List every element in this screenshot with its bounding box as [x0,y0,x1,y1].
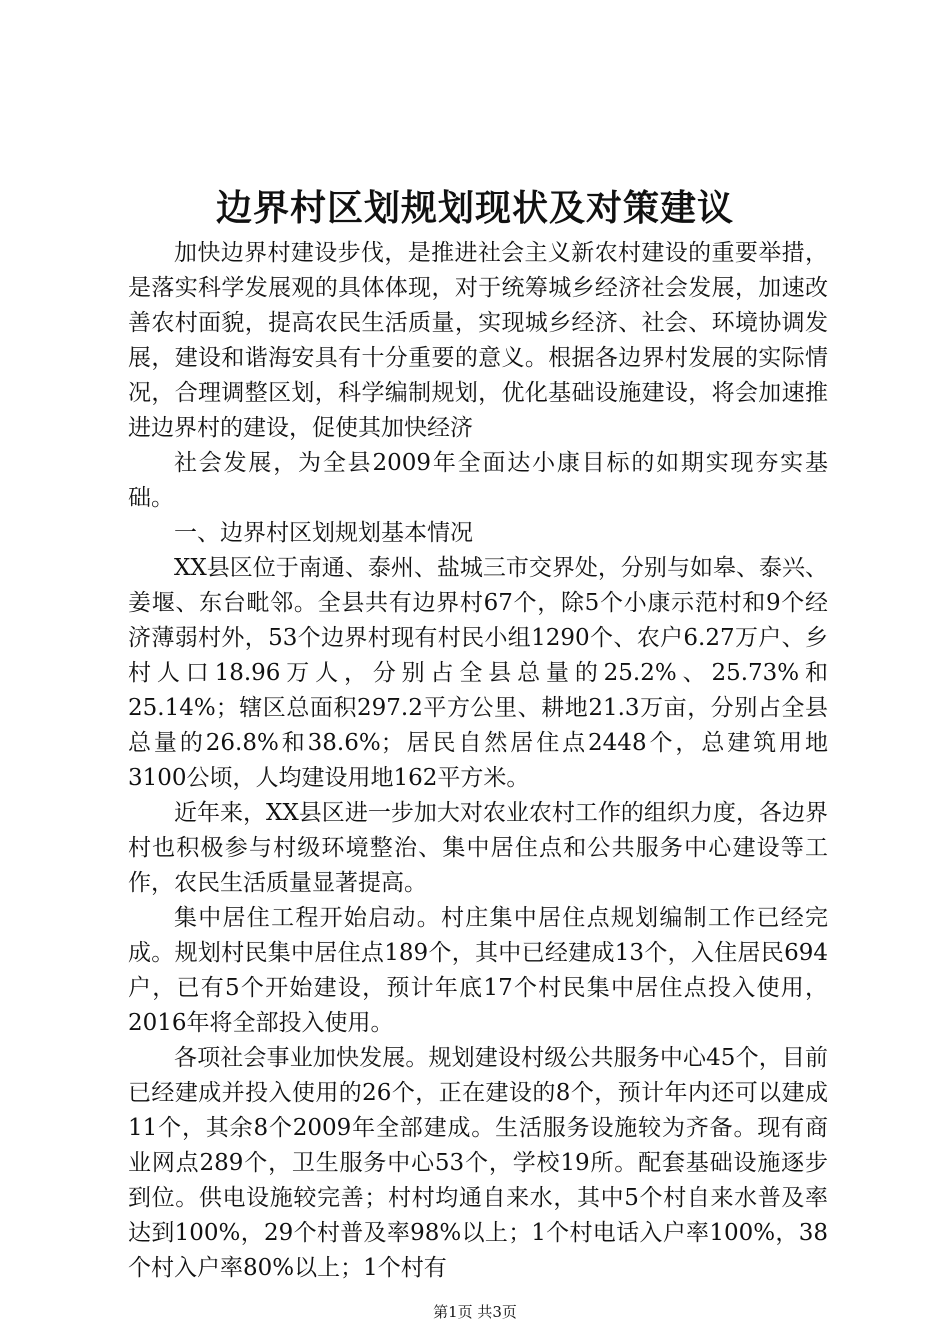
page-number-footer: 第1页 共3页 [433,1303,517,1321]
paragraph: XX县区位于南通、泰州、盐城三市交界处，分别与如皋、泰兴、姜堰、东台毗邻。全县共有边界村67个，除5个小康示范村和9个经济薄弱村外，53个边界村现有村民小组1290个、农户6.27万户、乡村人口18.96万人，分别占全县总量的25.2%、25.73%和25.14%；辖区总面积297.2平方公里、耕地21.3万亩，分别占全县总量的26.8%和38.6%；居民自然居住点2448个，总建筑用地3100公顷，人均建设用地162平方米。 [128,555,828,791]
paragraph: 各项社会事业加快发展。规划建设村级公共服务中心45个，目前已经建成并投入使用的26个，正在建设的8个，预计年内还可以建成11个，其余8个2009年全部建成。生活服务设施较为齐备。现有商业网点289个，卫生服务中心53个，学校19所。配套基础设施逐步到位。供电设施较完善；村村均通自来水，其中5个村自来水普及率达到100%，29个村普及率98%以上；1个村电话入户率100%，38个村入户率80%以上；1个村有 [128,1045,828,1281]
document-title: 边界村区划规划现状及对策建议 [215,187,734,229]
document-body [128,236,828,1286]
paragraph: 近年来，XX县区进一步加大对农业农村工作的组织力度，各边界村也积极参与村级环境整治、集中居住点和公共服务中心建设等工作，农民生活质量显著提高。 [128,800,828,896]
paragraph: 集中居住工程开始启动。村庄集中居住点规划编制工作已经完成。规划村民集中居住点189个，其中已经建成13个，入住居民694户，已有5个开始建设，预计年底17个村民集中居住点投入使用，2016年将全部投入使用。 [128,905,828,1036]
paragraph: 社会发展，为全县2009年全面达小康目标的如期实现夯实基础。 [128,450,828,511]
paragraph: 加快边界村建设步伐，是推进社会主义新农村建设的重要举措，是落实科学发展观的具体体现，对于统筹城乡经济社会发展，加速改善农村面貌，提高农民生活质量，实现城乡经济、社会、环境协调发展，建设和谐海安具有十分重要的意义。根据各边界村发展的实际情况，合理调整区划，科学编制规划，优化基础设施建设，将会加速推进边界村的建设，促使其加快经济 [128,240,828,441]
section-heading: 一、边界村区划规划基本情况 [174,520,473,546]
